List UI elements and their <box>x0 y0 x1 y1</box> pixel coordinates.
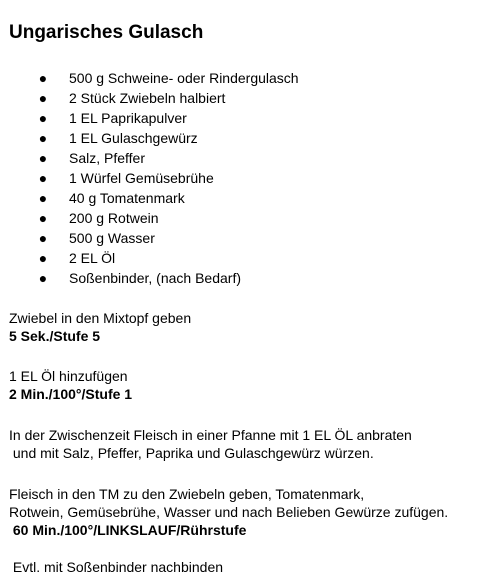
bullet-icon: ● <box>38 250 48 266</box>
ingredient-text: 1 EL Paprikapulver <box>69 110 187 126</box>
ingredient-text: 40 g Tomatenmark <box>69 190 185 206</box>
instruction-text: In der Zwischenzeit Fleisch in einer Pfanne mit 1 EL ÖL anbraten <box>9 427 412 443</box>
bullet-icon: ● <box>38 270 48 286</box>
machine-setting: 5 Sek./Stufe 5 <box>9 328 101 344</box>
bullet-icon: ● <box>38 90 48 106</box>
ingredient-text: 2 Stück Zwiebeln halbiert <box>69 90 226 106</box>
ingredient-text: 200 g Rotwein <box>69 210 159 226</box>
machine-setting: 2 Min./100°/Stufe 1 <box>9 386 133 402</box>
instruction-step <box>9 426 412 462</box>
bullet-icon: ● <box>38 150 48 166</box>
ingredient-text: 2 EL Öl <box>69 250 116 266</box>
bullet-icon: ● <box>38 210 48 226</box>
bullet-icon: ● <box>38 190 48 206</box>
bullet-icon: ● <box>38 130 48 146</box>
instruction-text: und mit Salz, Pfeffer, Paprika und Gulaschgewürz würzen. <box>9 445 374 461</box>
ingredient-text: 500 g Wasser <box>69 230 155 246</box>
instruction-step <box>9 309 191 345</box>
instruction-text: Evtl. mit Soßenbinder nachbinden <box>9 559 224 575</box>
ingredient-text: 1 EL Gulaschgewürz <box>69 130 198 146</box>
bullet-icon: ● <box>38 170 48 186</box>
instruction-text: Zwiebel in den Mixtopf geben <box>9 310 192 326</box>
ingredient-text: 1 Würfel Gemüsebrühe <box>69 170 214 186</box>
instruction-text: Rotwein, Gemüsebrühe, Wasser und nach Belieben Gewürze zufügen. <box>9 504 449 520</box>
bullet-icon: ● <box>38 110 48 126</box>
instruction-text: Fleisch in den TM zu den Zwiebeln geben, Tomatenmark, <box>9 486 365 502</box>
bullet-icon: ● <box>38 70 48 86</box>
instruction-text: 1 EL Öl hinzufügen <box>9 368 128 384</box>
machine-setting: 60 Min./100°/LINKSLAUF/Rührstufe <box>9 522 247 538</box>
recipe-title: Ungarisches Gulasch <box>9 22 204 43</box>
bullet-icon: ● <box>38 230 48 246</box>
ingredient-text: Soßenbinder, (nach Bedarf) <box>69 270 241 286</box>
ingredient-text: 500 g Schweine- oder Rindergulasch <box>69 70 299 86</box>
instruction-step <box>9 367 132 403</box>
instruction-step <box>9 485 448 539</box>
instruction-step <box>9 558 223 576</box>
ingredient-text: Salz, Pfeffer <box>69 150 146 166</box>
